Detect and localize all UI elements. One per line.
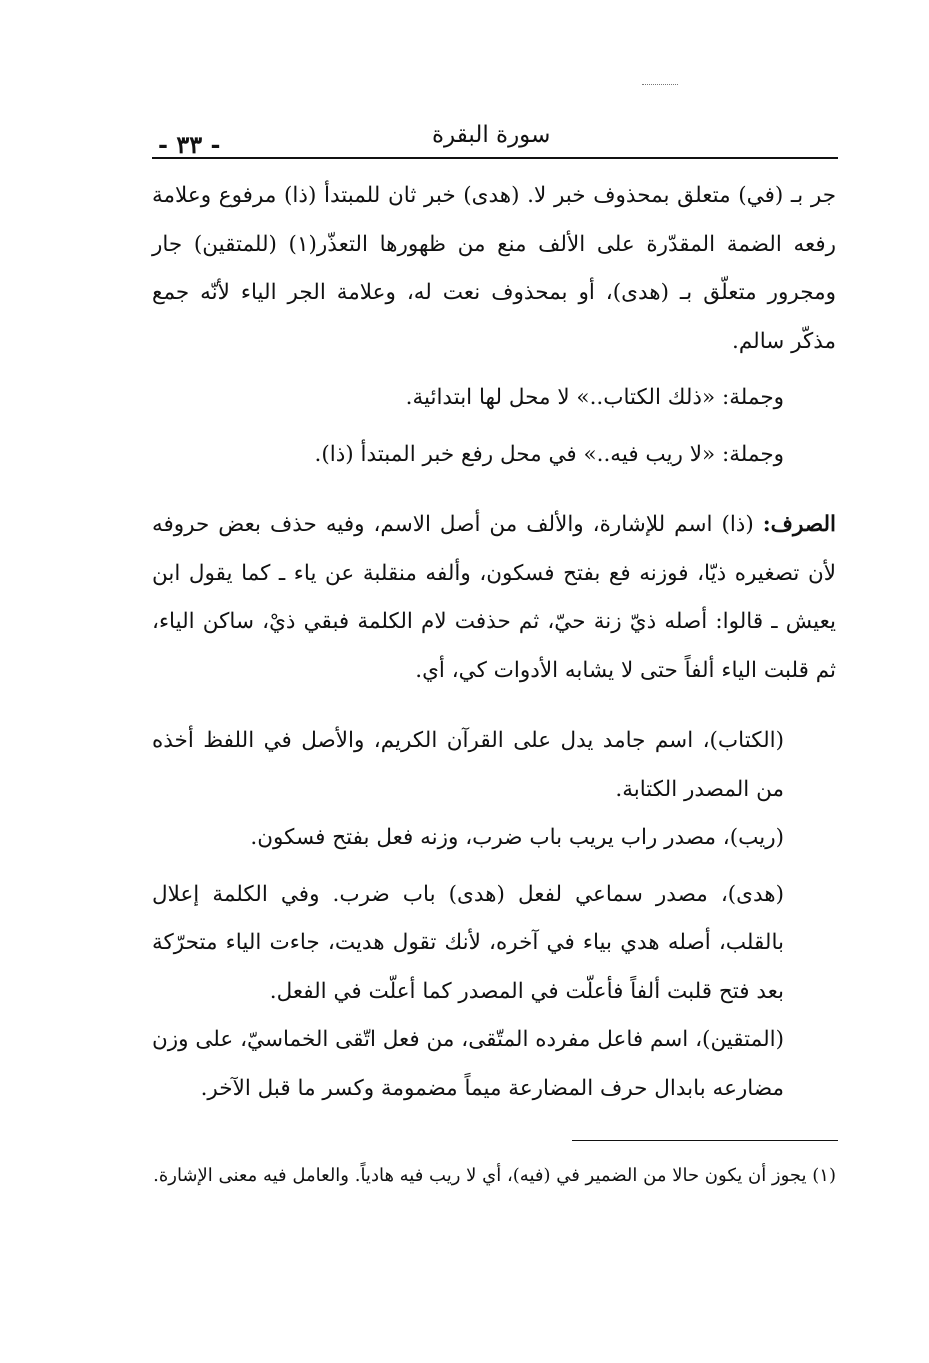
paragraph-irab: جر بـ (في) متعلق بمحذوف خبر لا. (هدى) خبر ثان للمبتدأ (ذا) مرفوع وعلامة رفعه الضمة المقدّرة على الألف منع من ظهورها التعذّر(١) (للمتقين) جار ومجرور متعلّق بـ (هدى)، أو بمحذوف نعت له، وعلامة الجر الياء لأنّه جمع مذكّر سالم. — [152, 183, 837, 354]
paragraph-jumla-1: وجملة: «ذلك الكتاب..» لا محل لها ابتدائية. — [405, 385, 784, 410]
paragraph-jumla-2: وجملة: «لا ريب فيه..» في محل رفع خبر المبتدأ (ذا). — [314, 441, 784, 467]
running-title: سورة البقرة — [432, 122, 551, 148]
paragraph-huda: (هدى)، مصدر سماعي لفعل (هدى) باب ضرب. وفي الكلمة إعلال بالقلب، أصله هدي بياء في آخره، لأنك تقول هديت، جاءت الياء متحرّكة بعد فتح قلبت ألفاً فأعلّت في المصدر كما أعلّت في الفعل. — [152, 881, 784, 1004]
scan-artifact — [642, 84, 678, 87]
paragraph-kitab: (الكتاب)، اسم جامد يدل على القرآن الكريم، والأصل في اللفظ أخذه من المصدر الكتابة. — [152, 728, 784, 802]
header-rule — [152, 157, 838, 159]
sarf-text: (ذا) اسم للإشارة، والألف من أصل الاسم، وفيه حذف بعض حروفه لأن تصغيره ذيّا، فوزنه فع بفتح فسكون، وألفه منقلبة عن ياء ـ كما يقول ابن يعيش ـ قالوا: أصله ذيّ زنة حيّ، ثم حذفت لام الكلمة فبقي ذيْ، ساكن الياء، ثم قلبت الياء ألفاً حتى لا يشابه الأدوات كي، أي. — [152, 512, 836, 683]
paragraph-rayb: (ريب)، مصدر راب يريب باب ضرب، وزنه فعل بفتح فسكون. — [250, 825, 784, 850]
paragraph-muttaqin: (المتقين)، اسم فاعل مفرده المتّقى، من فعل اتّقى الخماسيّ، على وزن مضارعه بابدال حرف المضارعة ميماً مضمومة وكسر ما قبل الآخر. — [152, 1027, 784, 1101]
page-number: - ٣٣ - — [158, 130, 221, 159]
page-header — [152, 118, 838, 158]
main-text — [152, 172, 836, 1113]
footnote: (١) يجوز أن يكون حالا من الضمير في (فيه)، أي لا ريب فيه هادياً. والعامل فيه معنى الإشارة. — [153, 1165, 836, 1186]
paragraph-sarf — [152, 501, 836, 695]
footnote-rule — [572, 1140, 838, 1141]
sarf-term: الصرف: — [762, 512, 836, 537]
